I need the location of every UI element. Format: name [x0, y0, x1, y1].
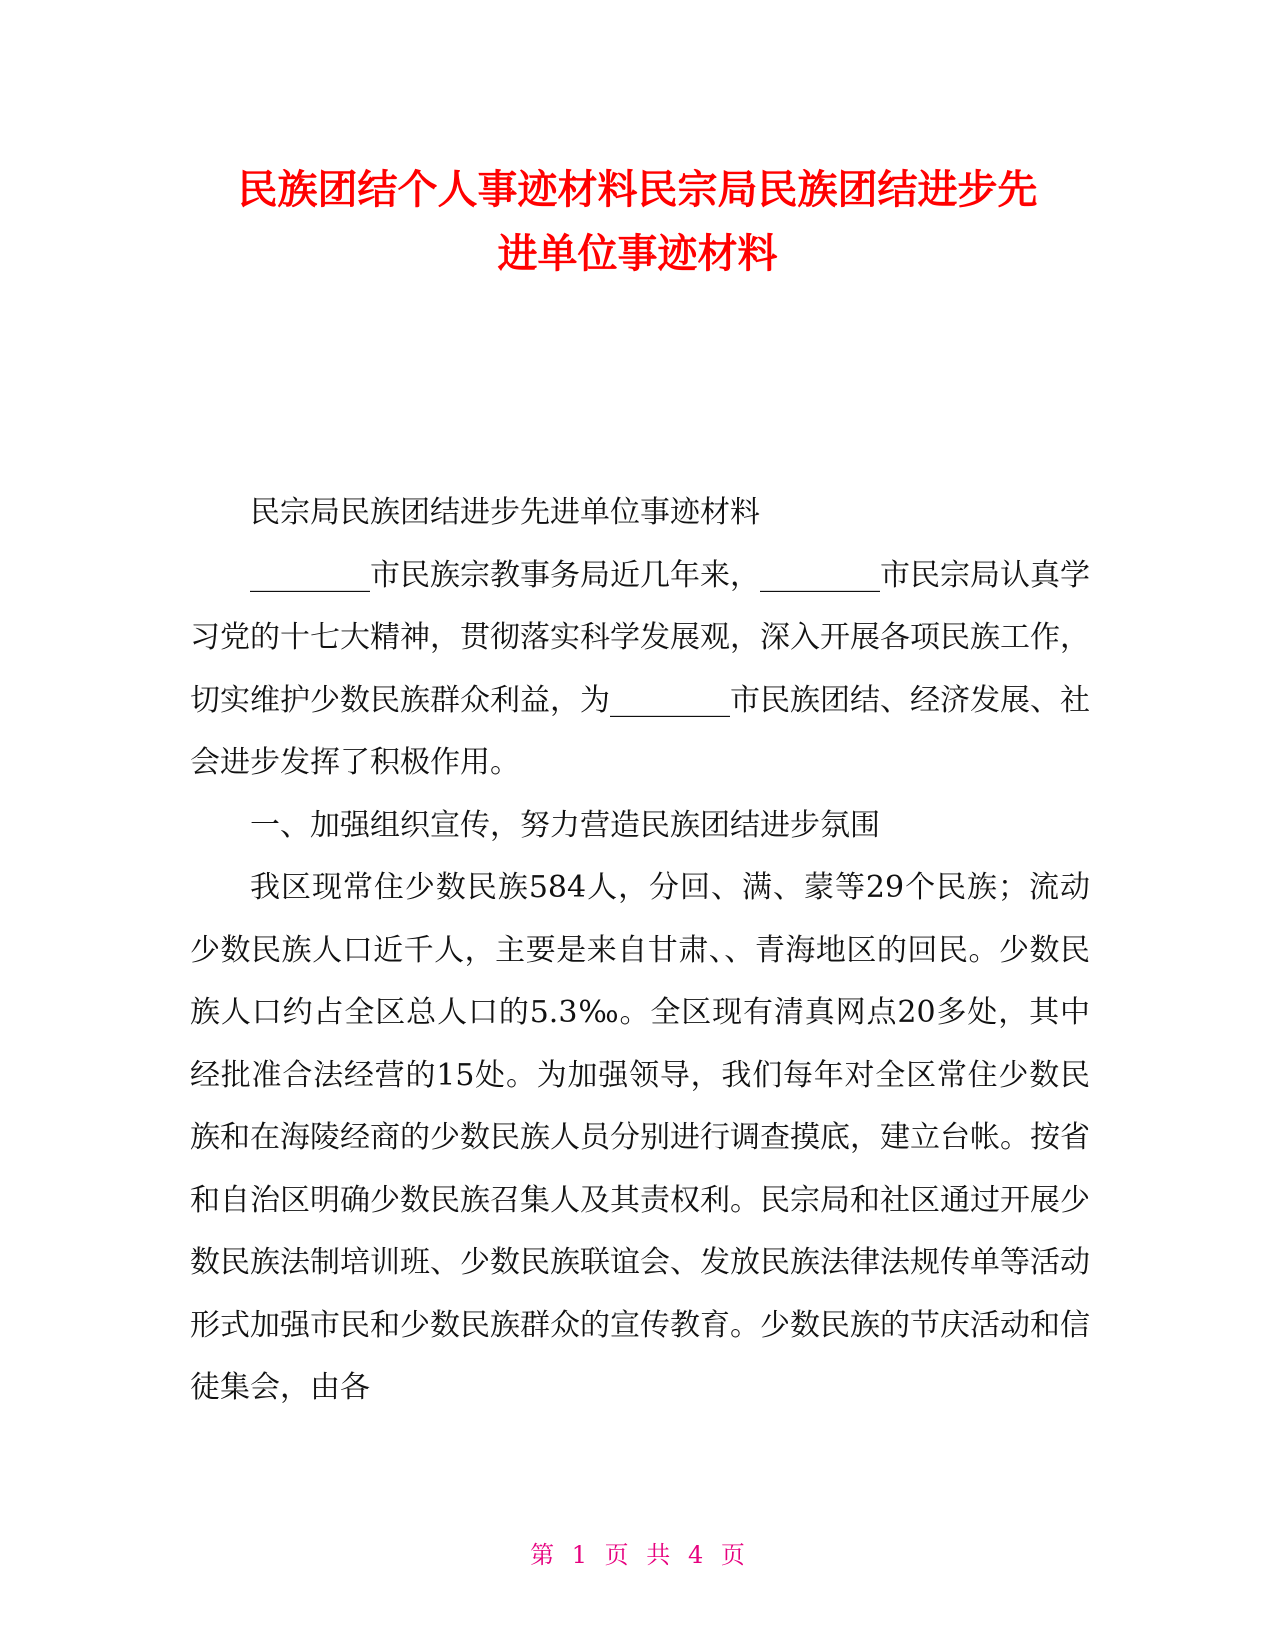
- intro-paragraph: ________市民族宗教事务局近几年来，________市民宗局认真学习党的十七大精神，贯彻落实科学发展观，深入开展各项民族工作，切实维护少数民族群众利益，为________市民族团结、经济发展、社会进步发挥了积极作用。: [190, 557, 1090, 780]
- title-line-2: 进单位事迹材料: [497, 231, 778, 277]
- document-body: [190, 482, 1090, 1420]
- subtitle-paragraph: 民宗局民族团结进步先进单位事迹材料: [250, 495, 760, 530]
- section-heading: 一、加强组织宣传，努力营造民族团结进步氛围: [250, 807, 880, 843]
- title-line-1: 民族团结个人事迹材料民宗局民族团结进步先: [237, 167, 1038, 213]
- document-title: [150, 158, 1125, 286]
- body-paragraph: 我区现常住少数民族584人，分回、满、蒙等29个民族；流动少数民族人口近千人，主要是来自甘肃、、青海地区的回民。少数民族人口约占全区总人口的5.3‰。全区现有清真网点20多处，其中经批准合法经营的15处。为加强领导，我们每年对全区常住少数民族和在海陵经商的少数民族人员分别进行调查摸底，建立台帐。按省和自治区明确少数民族召集人及其责权利。民宗局和社区通过开展少数民族法制培训班、少数民族联谊会、发放民族法律法规传单等活动形式加强市民和少数民族群众的宣传教育。少数民族的节庆活动和信徒集会，由各: [190, 870, 1090, 1405]
- page-footer: 第 1 页 共 4 页: [530, 1541, 745, 1569]
